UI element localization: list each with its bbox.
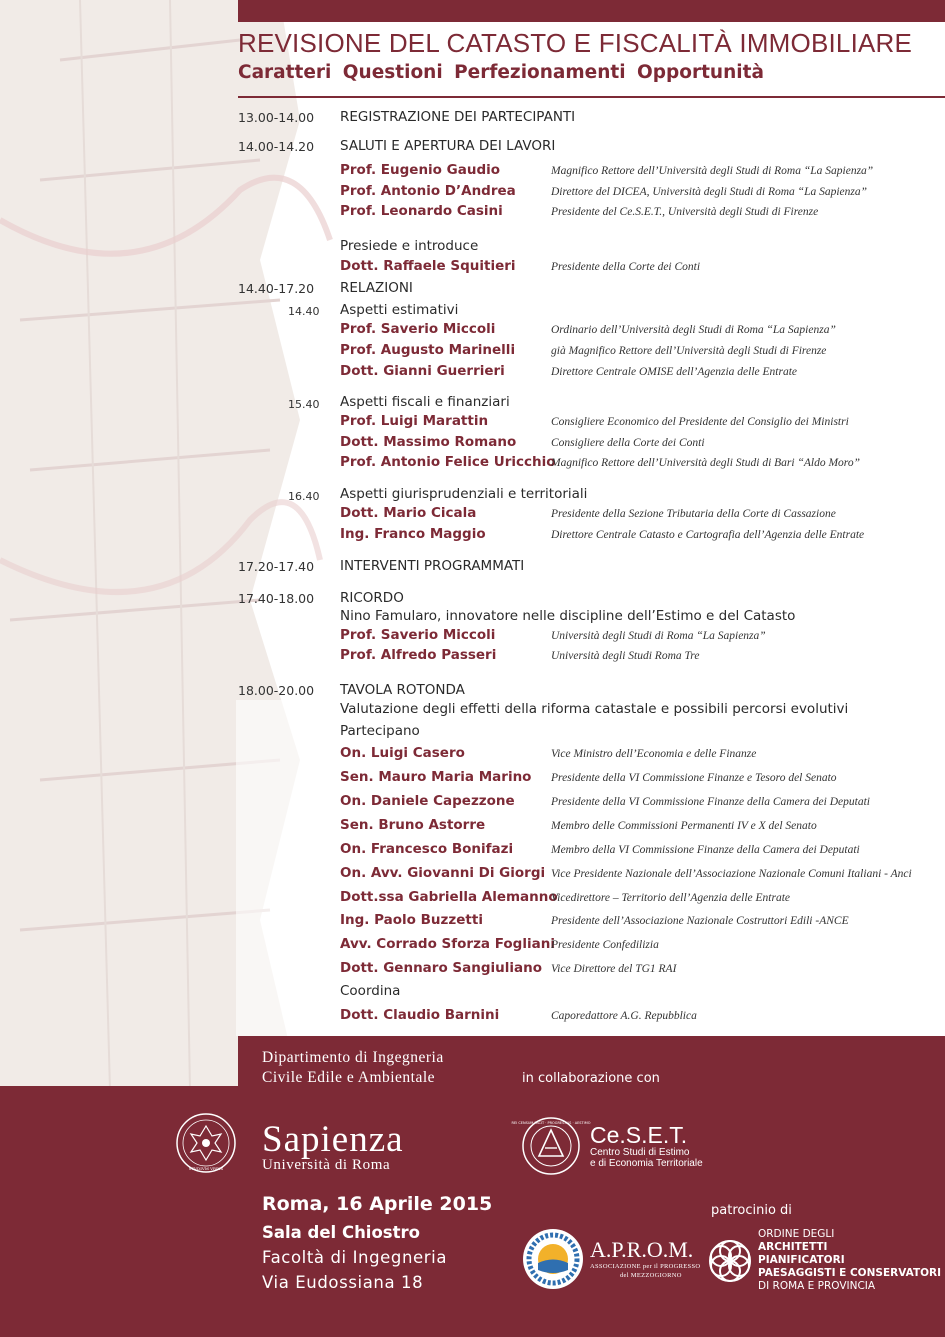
speaker-role: Ordinario dell’Università degli Studi di Roma “La Sapienza” (551, 324, 836, 336)
speaker-role: Direttore del DICEA, Università degli Studi di Roma “La Sapienza” (551, 186, 868, 198)
ceset-seal-logo (511, 1116, 591, 1176)
speaker-name: On. Daniele Capezzone (340, 793, 515, 809)
department-line-1: Dipartimento di Ingegneria (262, 1049, 444, 1066)
page-subtitle: Caratteri Questioni Perfezionamenti Opportunità (238, 62, 764, 83)
ordine-line-5: DI ROMA E PROVINCIA (758, 1280, 876, 1292)
speaker-name: Dott. Claudio Barnini (340, 1007, 500, 1023)
patronage-label: patrocinio di (711, 1203, 792, 1218)
speaker-name: Prof. Saverio Miccoli (340, 627, 496, 643)
title-divider (238, 96, 945, 98)
speaker-role: Presidente della Sezione Tributaria della Corte di Cassazione (551, 508, 836, 520)
session-time: 17.20-17.40 (238, 559, 315, 574)
speaker-role: Magnifico Rettore dell’Università degli Studi di Roma “La Sapienza” (551, 165, 874, 177)
session-label: SALUTI E APERTURA DEI LAVORI (340, 138, 556, 154)
session-time: 14.00-14.20 (238, 139, 315, 154)
speaker-role: Membro delle Commissioni Permanenti IV e X del Senato (551, 820, 817, 832)
subsession-time: 14.40 (288, 305, 320, 318)
ordine-line-3: PIANIFICATORI (758, 1254, 845, 1266)
speaker-role: Caporedattore A.G. Repubblica (551, 1010, 697, 1022)
subsession-label: Aspetti giurisprudenziali e territoriali (340, 486, 588, 502)
speaker-name: Sen. Mauro Maria Marino (340, 769, 532, 785)
svg-text:STVDIVM VRBIS: STVDIVM VRBIS (188, 1166, 224, 1171)
speaker-name: Prof. Antonio D’Andrea (340, 183, 516, 199)
sapienza-seal-logo (175, 1112, 237, 1174)
speaker-name: Dott. Gennaro Sangiuliano (340, 960, 543, 976)
speaker-role: Vice Ministro dell’Economia e delle Finanze (551, 748, 757, 760)
speaker-role: Consigliere Economico del Presidente del Consiglio dei Ministri (551, 416, 849, 428)
ceset-name: Ce.S.E.T. (590, 1122, 688, 1148)
event-address: Via Eudossiana 18 (262, 1273, 424, 1292)
session-time: 18.00-20.00 (238, 683, 315, 698)
session-time: 14.40-17.20 (238, 281, 315, 296)
speaker-name: Avv. Corrado Sforza Fogliani (340, 936, 555, 952)
ordine-line-1: ORDINE DEGLI (758, 1228, 835, 1240)
speaker-name: Prof. Antonio Felice Uricchio (340, 454, 556, 470)
speaker-role: Vice Presidente Nazionale dell’Associazione Nazionale Comuni Italiani - Anci (551, 868, 912, 880)
ordine-line-2: ARCHITETTI (758, 1241, 828, 1253)
speaker-role: Università degli Studi di Roma “La Sapienza” (551, 630, 766, 642)
speaker-role: Vice Direttore del TG1 RAI (551, 963, 677, 975)
top-accent-bar (238, 0, 945, 22)
speaker-role: Presidente della VI Commissione Finanze e Tesoro del Senato (551, 772, 837, 784)
participants-label: Partecipano (340, 723, 420, 739)
speaker-name: Dott.ssa Gabriella Alemanno (340, 889, 558, 905)
speaker-name: Dott. Gianni Guerrieri (340, 363, 505, 379)
moderator-label: Coordina (340, 983, 401, 999)
session-description: Nino Famularo, innovatore nelle discipline dell’Estimo e del Catasto (340, 608, 796, 624)
speaker-name: Dott. Massimo Romano (340, 434, 517, 450)
speaker-name: On. Luigi Casero (340, 745, 465, 761)
speaker-role: Presidente della Corte dei Conti (551, 261, 701, 273)
aprom-line-2: del MEZZOGIORNO (620, 1272, 682, 1279)
chair-label: Presiede e introduce (340, 238, 479, 254)
speaker-role: Magnifico Rettore dell’Università degli Studi di Bari “Aldo Moro” (551, 457, 860, 469)
session-label: INTERVENTI PROGRAMMATI (340, 558, 525, 574)
speaker-role: Direttore Centrale OMISE dell’Agenzia delle Entrate (551, 366, 798, 378)
speaker-name: On. Avv. Giovanni Di Giorgi (340, 865, 546, 881)
speaker-role: Direttore Centrale Catasto e Cartografia dell’Agenzia delle Entrate (551, 529, 865, 541)
speaker-role: Consigliere della Corte dei Conti (551, 437, 705, 449)
session-label: REGISTRAZIONE DEI PARTECIPANTI (340, 109, 576, 125)
event-faculty: Facoltà di Ingegneria (262, 1248, 448, 1267)
speaker-name: Dott. Raffaele Squitieri (340, 258, 516, 274)
session-label: RELAZIONI (340, 280, 413, 296)
ordine-architetti-logo (706, 1232, 754, 1290)
speaker-name: Prof. Saverio Miccoli (340, 321, 496, 337)
sapienza-subtitle: Università di Roma (262, 1157, 391, 1173)
speaker-role: Università degli Studi Roma Tre (551, 650, 700, 662)
subsession-label: Aspetti fiscali e finanziari (340, 394, 510, 410)
svg-text:REI CENSUM FACIT · PROGRESSUS: REI CENSUM FACIT · PROGRESSUS · AESTIMO (511, 1121, 591, 1125)
speaker-role: Presidente della VI Commissione Finanze della Camera dei Deputati (551, 796, 870, 808)
speaker-name: Prof. Alfredo Passeri (340, 647, 497, 663)
subsession-time: 15.40 (288, 398, 320, 411)
speaker-role: Presidente Confedilizia (551, 939, 659, 951)
ceset-line-2: e di Economia Territoriale (590, 1158, 703, 1169)
subsession-label: Aspetti estimativi (340, 302, 459, 318)
session-description: Valutazione degli effetti della riforma catastale e possibili percorsi evolutivi (340, 701, 849, 717)
event-venue: Sala del Chiostro (262, 1223, 420, 1242)
session-label: TAVOLA ROTONDA (340, 682, 465, 698)
session-time: 17.40-18.00 (238, 591, 315, 606)
speaker-name: Ing. Paolo Buzzetti (340, 912, 483, 928)
speaker-name: Dott. Mario Cicala (340, 505, 477, 521)
sapienza-name: Sapienza (262, 1119, 404, 1160)
subsession-time: 16.40 (288, 490, 320, 503)
speaker-role: Presidente dell’Associazione Nazionale Costruttori Edili -ANCE (551, 915, 849, 927)
ordine-line-4: PAESAGGISTI E CONSERVATORI (758, 1267, 942, 1279)
ceset-line-1: Centro Studi di Estimo (590, 1147, 690, 1158)
speaker-role: già Magnifico Rettore dell’Università degli Studi di Firenze (551, 345, 827, 357)
collaboration-label: in collaborazione con (522, 1071, 660, 1086)
session-time: 13.00-14.00 (238, 110, 315, 125)
aprom-logo (522, 1228, 584, 1290)
event-date: Roma, 16 Aprile 2015 (262, 1193, 493, 1215)
speaker-name: Prof. Augusto Marinelli (340, 342, 516, 358)
aprom-name: A.P.R.O.M. (590, 1237, 694, 1262)
department-line-2: Civile Edile e Ambientale (262, 1069, 436, 1086)
aprom-line-1: ASSOCIAZIONE per il PROGRESSO (590, 1263, 701, 1270)
page-title: REVISIONE DEL CATASTO E FISCALITÀ IMMOBILIARE (238, 28, 913, 58)
speaker-role: Membro della VI Commissione Finanze della Camera dei Deputati (551, 844, 860, 856)
speaker-name: Sen. Bruno Astorre (340, 817, 486, 833)
speaker-name: Prof. Eugenio Gaudio (340, 162, 501, 178)
speaker-name: On. Francesco Bonifazi (340, 841, 514, 857)
speaker-name: Prof. Luigi Marattin (340, 413, 489, 429)
speaker-role: Presidente del Ce.S.E.T., Università degli Studi di Firenze (551, 206, 819, 218)
speaker-role: Vicedirettore – Territorio dell’Agenzia delle Entrate (551, 892, 791, 904)
session-label: RICORDO (340, 590, 404, 606)
speaker-name: Ing. Franco Maggio (340, 526, 486, 542)
speaker-name: Prof. Leonardo Casini (340, 203, 503, 219)
